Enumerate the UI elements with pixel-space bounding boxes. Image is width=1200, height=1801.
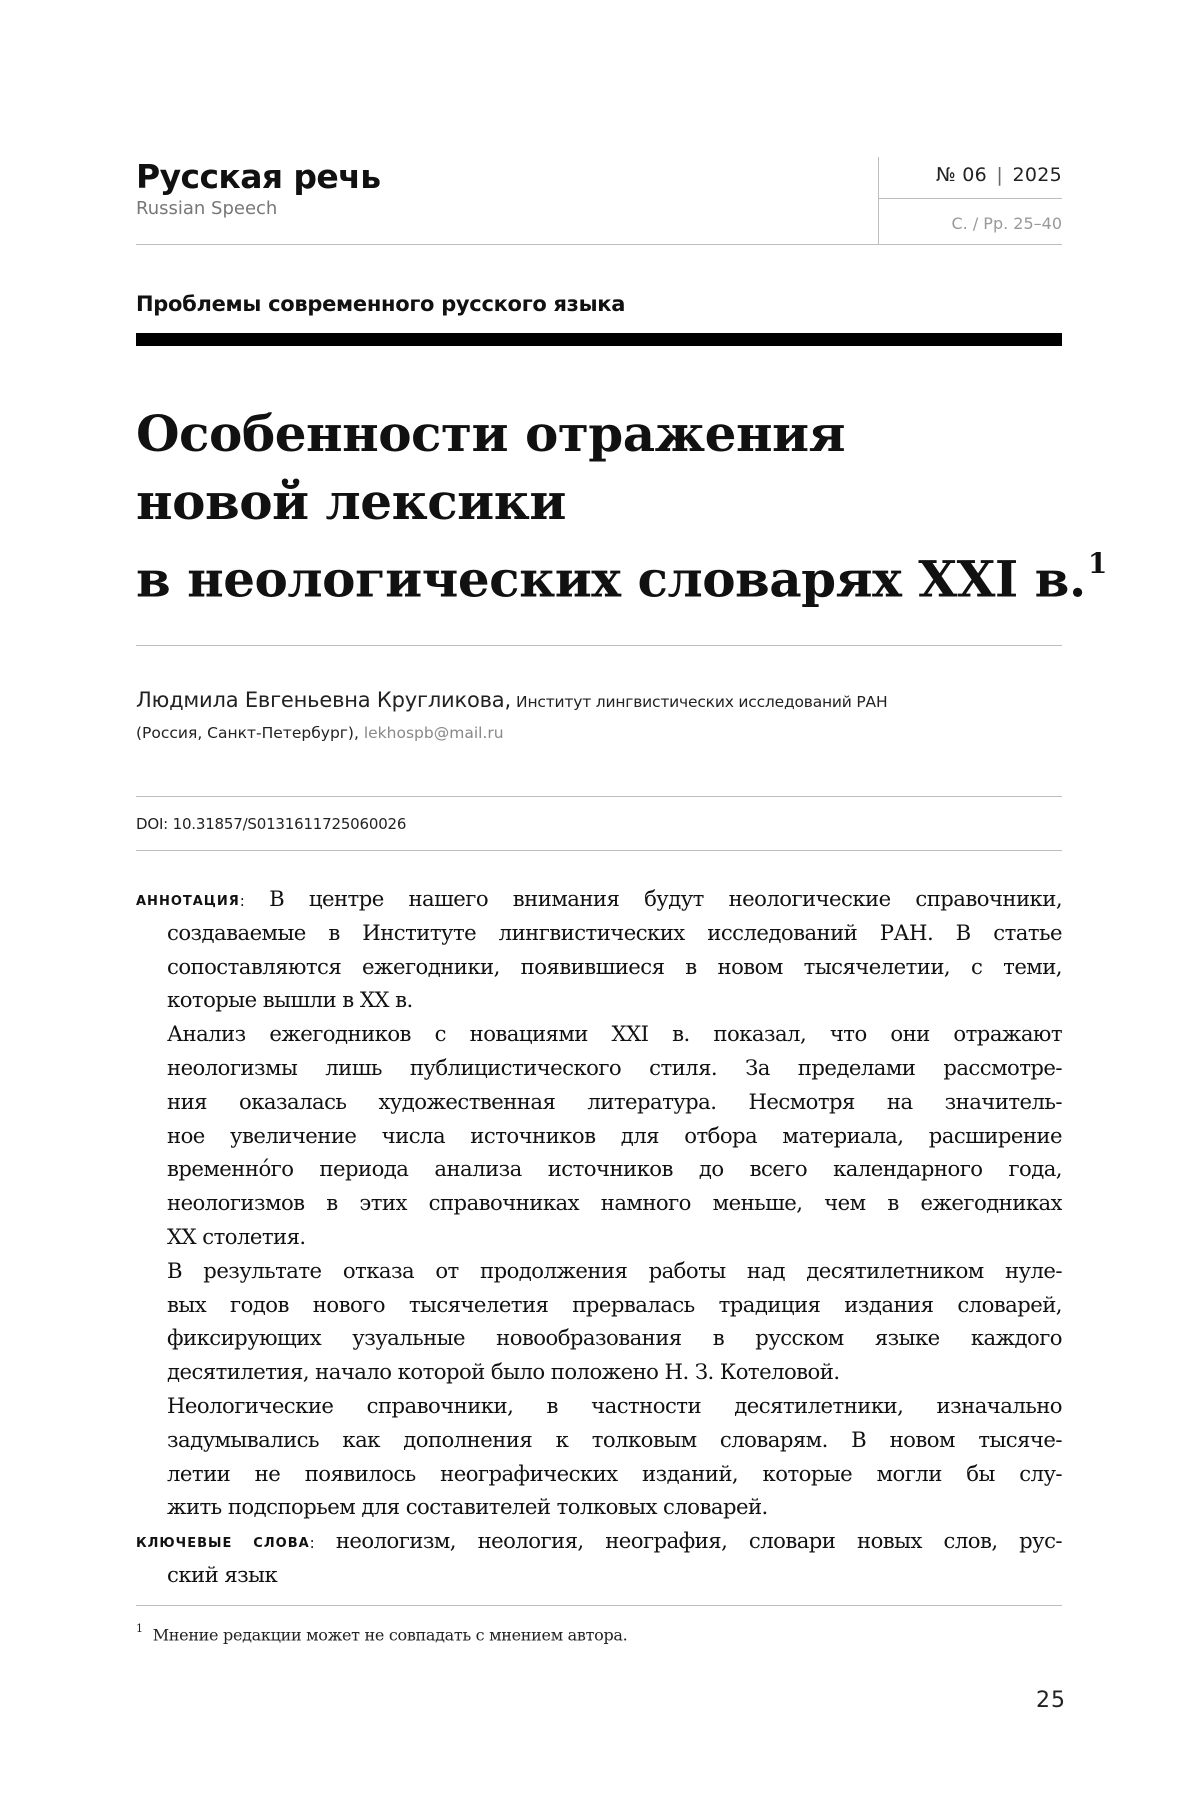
abstract-line: XX столетия. (167, 1223, 306, 1249)
abstract-line: вых годов нового тысячелетия прервалась традиция издания словарей, (167, 1291, 1062, 1317)
page-range: С. / Pp. 25–40 (951, 214, 1062, 233)
author-block (136, 684, 1062, 748)
abstract-text: В центре нашего внимания будут неологические справочники, (269, 886, 1062, 911)
author-email-link[interactable]: lekhospb@mail.ru (363, 724, 504, 742)
issue-year: 2025 (1012, 164, 1062, 186)
author-rule (136, 796, 1062, 797)
abstract-line: фиксирующих узуальные новообразования в русском языке каждого (167, 1325, 1062, 1351)
abstract-line: которые вышли в XX в. (167, 987, 413, 1013)
abstract-line: десятилетия, начало которой было положено Н. З. Котеловой. (167, 1359, 840, 1385)
title-line: новой лексики (136, 472, 566, 531)
page-number: 25 (1036, 1688, 1066, 1713)
issue-separator: | (996, 164, 1004, 186)
header-rule (136, 244, 1062, 245)
doi[interactable]: DOI: 10.31857/S0131611725060026 (136, 815, 407, 833)
abstract-line: неологизмов в этих справочниках намного меньше, чем в ежегодниках (167, 1190, 1062, 1216)
footnote-mark: 1 (136, 1622, 143, 1635)
abstract-line: неологизмы лишь публицистического стиля. За пределами рассмотре- (167, 1054, 1062, 1080)
keywords-line (136, 1524, 1062, 1558)
article-page (136, 0, 1107, 1801)
abstract-line (136, 882, 1062, 916)
issue-info (936, 163, 1062, 187)
title-line: Особенности отражения (136, 404, 846, 463)
article-title (136, 400, 1107, 614)
keywords-text: неологизм, неология, неография, словари новых слов, рус- (335, 1528, 1062, 1554)
title-footnote-mark[interactable]: 1 (1087, 547, 1107, 580)
abstract-line: В результате отказа от продолжения работы над десятилетником нуле- (167, 1257, 1062, 1283)
doi-rule (136, 850, 1062, 851)
abstract-line: временно́го периода анализа источников до всего календарного года, (167, 1156, 1062, 1182)
issue-divider (879, 198, 1062, 199)
journal-title: Русская речь (136, 157, 381, 196)
abstract-line: жить подспорьем для составителей толковых словарей. (167, 1494, 768, 1520)
title-line-last (136, 536, 1107, 614)
section-title: Проблемы современного русского языка (136, 292, 626, 316)
keywords-label-colon: : (309, 1534, 315, 1553)
journal-subtitle: Russian Speech (136, 198, 278, 219)
keywords-label: КЛЮЧЕВЫЕ СЛОВА (136, 1536, 310, 1552)
title-line-text: в неологических словарях XXI в. (136, 549, 1086, 609)
section-bar (136, 333, 1062, 346)
abstract-line: ния оказалась художественная литература. Несмотря на значитель- (167, 1088, 1062, 1114)
abstract-label-colon: : (239, 892, 245, 910)
abstract (136, 882, 1062, 1592)
author-name: Людмила Евгеньевна Кругликова, (136, 688, 511, 712)
abstract-line: Неологические справочники, в частности десятилетники, изначально (167, 1392, 1062, 1418)
issue-number: № 06 (935, 164, 988, 186)
abstract-line: сопоставляются ежегодники, появившиеся в новом тысячелетии, с теми, (167, 953, 1062, 979)
footnote-text: Мнение редакции может не совпадать с мнением автора. (152, 1625, 628, 1645)
keywords-line: ский язык (167, 1561, 278, 1587)
title-rule (136, 645, 1062, 646)
abstract-label: АННОТАЦИЯ (136, 894, 240, 909)
author-location: (Россия, Санкт-Петербург), (136, 724, 359, 742)
abstract-line: летии не появилось неографических изданий, которые могли бы слу- (167, 1460, 1062, 1486)
header-divider (878, 157, 879, 245)
abstract-line: Анализ ежегодников с новациями XXI в. показал, что они отражают (167, 1021, 1062, 1047)
abstract-line: создаваемые в Институте лингвистических исследований РАН. В статье (167, 919, 1062, 945)
abstract-line: ное увеличение числа источников для отбора материала, расширение (167, 1122, 1062, 1148)
footnote (136, 1618, 627, 1648)
author-affiliation: Институт лингвистических исследований РАН (516, 693, 888, 711)
journal-header (136, 157, 1062, 245)
abstract-line: задумывались как дополнения к толковым словарям. В новом тысяче- (167, 1426, 1062, 1452)
footnote-rule (136, 1605, 1062, 1606)
